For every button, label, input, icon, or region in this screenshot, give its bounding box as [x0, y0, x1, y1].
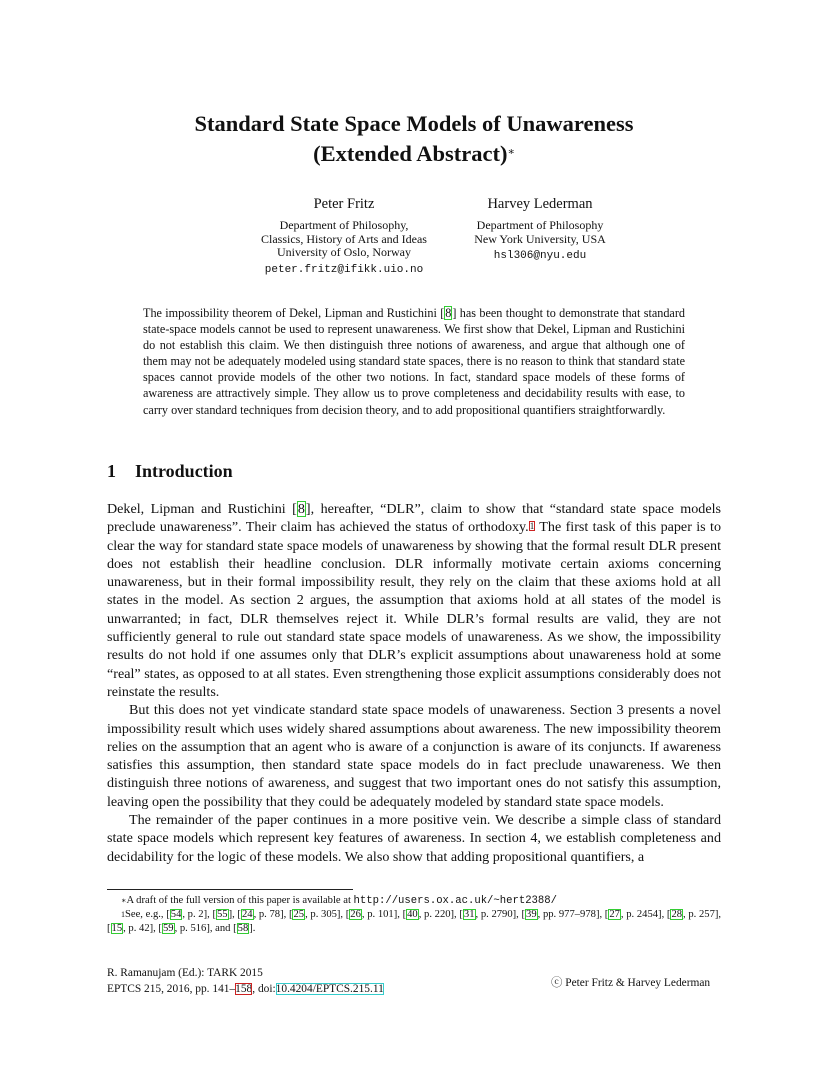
paragraph: But this does not yet vindicate standard state space models of unawareness. Section 3 presents a novel impossibility result which uses widely shared assumptions about awareness. The new impossibility theorem relies on the assumption that an agent who is aware of a conjunction is aware of its conjuncts. If awareness satisfies this assumption, then standard state space models do in fact preclude unawareness. We then distinguish three notions of awareness, and suggest that two important ones do not satisfy this assumption, leaving open the possibility that they could be adequately modeled by standard state space models.	[107, 702, 721, 810]
citation-link[interactable]: 15	[111, 923, 123, 934]
footer-line-2: EPTCS 215, 2016, pp. 141–158, doi:10.4204/EPTCS.215.11	[107, 982, 384, 995]
citation-link[interactable]: 26	[350, 909, 361, 920]
footnote-text: See, e.g., [	[125, 909, 170, 920]
citation-link[interactable]: 28	[671, 909, 683, 920]
citation-link[interactable]: 24	[241, 909, 253, 920]
footnote-ref[interactable]: 1	[529, 521, 535, 532]
citation-link[interactable]: 54	[170, 909, 182, 920]
footnotes	[107, 894, 721, 936]
citation-link[interactable]: 8	[445, 306, 452, 320]
author-email[interactable]: peter.fritz@ifikk.uio.no	[264, 263, 424, 276]
footnote-star: ∗A draft of the full version of this paper is available at http://users.ox.ac.uk/~hert2388/	[121, 895, 557, 907]
title-footnote-marker[interactable]: ∗	[507, 146, 515, 158]
title-line-1: Standard State Space Models of Unawareness	[194, 111, 634, 136]
doi-link[interactable]: 10.4204/EPTCS.215.11	[275, 982, 384, 995]
citation-link[interactable]: 27	[609, 909, 620, 920]
citation-link[interactable]: 58	[237, 923, 249, 934]
citation-link[interactable]: 25	[293, 909, 305, 920]
footnote-text: , p. 2], [	[182, 909, 216, 920]
footnote-text: , p. 42], [	[123, 923, 162, 934]
paragraph: The remainder of the paper continues in a more positive vein. We describe a simple class of standard state space models which represent key features of awareness. In section 4, we establish completeness and decidability for the logic of these models. We also show that adding propositional quantifiers, a	[107, 812, 721, 865]
draft-url-link[interactable]: http://users.ox.ac.uk/~hert2388/	[353, 895, 557, 907]
footer-line-1: R. Ramanujam (Ed.): TARK 2015	[107, 967, 263, 979]
affiliation-line: New York University, USA	[474, 231, 606, 246]
affiliation-line: Classics, History of Arts and Ideas	[261, 231, 427, 246]
footnote-text: , p. 257], [	[107, 909, 722, 934]
paragraph: Dekel, Lipman and Rustichini [8], hereafter, “DLR”, claim to show that “standard state space models preclude unawareness”. Their claim has achieved the status of orthodoxy.$^1$ The first task of this paper is to clear the way for standard state space models of unawareness by showing that the formal result DLR present does not establish their headline conclusion. DLR informally motivate certain axioms concerning unawareness, but in their formal impossibility result, they rely on the claim that these axioms hold at all states in the model. As section 2 argues, the assumption that axioms hold at all states of the model is unwarranted; in fact, DLR themselves reject it. While DLR’s formal results are valid, they are not sufficiently general to rule out standard state space models of unawareness. As we show, the impossibility results do not hold if one assumes only that DLR’s explicit assumptions about unawareness hold at some “real” states, as opposed to at all states. Even strengthening those explicit assumptions considerably does not reinstate the results.	[107, 501, 721, 700]
footnote-text: ].	[249, 923, 256, 934]
section-number: 1	[107, 461, 116, 481]
section-title: Introduction	[135, 461, 233, 481]
citation-link[interactable]: 8	[297, 501, 305, 517]
title-line-2: (Extended Abstract)∗	[313, 141, 515, 166]
author-name: Harvey Lederman	[487, 196, 593, 212]
author-block-fritz	[226, 194, 462, 277]
footnote-text: ], [	[228, 909, 241, 920]
affiliation-line: Department of Philosophy,	[279, 218, 409, 232]
citation-link[interactable]: 40	[407, 909, 418, 920]
footnote-1: $^1$See, e.g., [54, p. 2], [55], [24, p. 78], [25, p. 305], [26, p. 101], [40, p. 220], [31, p. 2790], [39, pp. 977–978], [27, p. 2454], [28, p. 257], [15, p. 42], [59, p. 516], and [58].	[107, 909, 722, 934]
footnote-text: , p. 516], and [	[174, 923, 237, 934]
affiliation-line: University of Oslo, Norway	[277, 245, 411, 259]
abstract: The impossibility theorem of Dekel, Lipman and Rustichini [8] has been thought to demonstrate that standard state-space models cannot be used to represent unawareness. We first show that Dekel, Lipman and Rustichini do not establish this claim. We then distinguish three notions of awareness, and argue that although one of them may not be adequately modeled using standard state spaces, there is no reason to think that standard state spaces cannot provide models of the other two notions. In fact, standard space models of these forms of awareness are attractively simple. They allow us to prove completeness and decidability results with ease, to carry over standard techniques from decision theory, and to add propositional quantifiers straightforwardly.	[143, 306, 685, 417]
footnote-text: , p. 101], [	[361, 909, 407, 920]
body-text	[107, 500, 721, 866]
section-heading	[107, 461, 233, 482]
footnote-text: , pp. 977–978], [	[537, 909, 609, 920]
footnote-text: , p. 305], [	[305, 909, 350, 920]
footnote-rule	[107, 889, 353, 890]
footnote-text: , p. 220], [	[418, 909, 463, 920]
copyright-notice: ⓒ Peter Fritz & Harvey Lederman	[551, 977, 711, 989]
author-email[interactable]: hsl306@nyu.edu	[493, 250, 587, 262]
footnote-text: , p. 2454], [	[620, 909, 671, 920]
footnote-text: , p. 78], [	[253, 909, 293, 920]
affiliation-line: Department of Philosophy	[476, 218, 604, 232]
author-name: Peter Fritz	[313, 196, 375, 212]
paper-title	[0, 109, 828, 169]
citation-link[interactable]: 59	[162, 923, 174, 934]
citation-link[interactable]: 31	[463, 909, 475, 920]
footnote-text: , p. 2790], [	[475, 909, 526, 920]
author-block-lederman	[440, 194, 640, 264]
citation-link[interactable]: 39	[526, 909, 537, 920]
publication-info	[107, 966, 384, 997]
citation-link[interactable]: 55	[216, 909, 228, 920]
page-link[interactable]: 158	[235, 982, 253, 995]
